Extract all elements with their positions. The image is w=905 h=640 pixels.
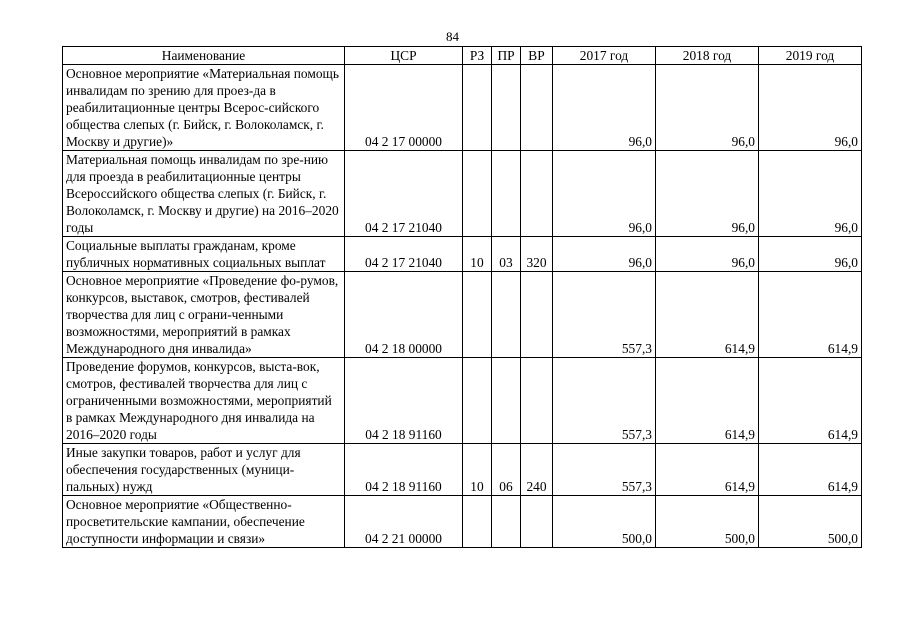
row-vr xyxy=(521,65,553,151)
row-2017: 500,0 xyxy=(553,496,656,548)
row-vr xyxy=(521,496,553,548)
table-row xyxy=(63,65,862,151)
row-2018: 96,0 xyxy=(656,65,759,151)
row-name: Иные закупки товаров, работ и услуг для обеспечения государственных (муници-пальных) нужд xyxy=(63,444,345,496)
row-2019: 96,0 xyxy=(759,151,862,237)
row-vr: 320 xyxy=(521,237,553,272)
row-2019: 614,9 xyxy=(759,444,862,496)
row-2018: 614,9 xyxy=(656,358,759,444)
row-rz: 10 xyxy=(463,444,492,496)
table-row xyxy=(63,358,862,444)
table-row xyxy=(63,272,862,358)
table-row xyxy=(63,151,862,237)
row-2019: 614,9 xyxy=(759,272,862,358)
page-number: 84 xyxy=(446,29,459,44)
row-csr: 04 2 17 00000 xyxy=(345,65,463,151)
row-vr xyxy=(521,272,553,358)
row-rz: 10 xyxy=(463,237,492,272)
table-row xyxy=(63,496,862,548)
row-csr: 04 2 18 91160 xyxy=(345,444,463,496)
row-pr xyxy=(492,272,521,358)
budget-table xyxy=(62,46,862,548)
row-vr xyxy=(521,358,553,444)
row-pr xyxy=(492,65,521,151)
row-2019: 96,0 xyxy=(759,237,862,272)
row-pr xyxy=(492,496,521,548)
row-2017: 96,0 xyxy=(553,65,656,151)
row-csr: 04 2 17 21040 xyxy=(345,237,463,272)
row-2018: 96,0 xyxy=(656,237,759,272)
row-csr: 04 2 21 00000 xyxy=(345,496,463,548)
row-2018: 500,0 xyxy=(656,496,759,548)
table-row xyxy=(63,444,862,496)
row-csr: 04 2 18 00000 xyxy=(345,272,463,358)
row-2017: 96,0 xyxy=(553,237,656,272)
row-name: Основное мероприятие «Проведение фо-румов, конкурсов, выставок, смотров, фестивалей творчества для лиц с ограни-ченными возможностями, мероприятий в рамках Международного дня инвалида» xyxy=(63,272,345,358)
row-2018: 614,9 xyxy=(656,444,759,496)
row-pr: 06 xyxy=(492,444,521,496)
column-header-rz: РЗ xyxy=(463,47,492,65)
column-header-2017: 2017 год xyxy=(553,47,656,65)
row-2017: 557,3 xyxy=(553,444,656,496)
row-name: Социальные выплаты гражданам, кроме публичных нормативных социальных выплат xyxy=(63,237,345,272)
column-header-2019: 2019 год xyxy=(759,47,862,65)
column-header-name: Наименование xyxy=(63,47,345,65)
row-rz xyxy=(463,65,492,151)
row-pr xyxy=(492,151,521,237)
row-vr: 240 xyxy=(521,444,553,496)
row-name: Основное мероприятие «Общественно-просветительские кампании, обеспечение доступности информации и связи» xyxy=(63,496,345,548)
row-name: Материальная помощь инвалидам по зре-нию для проезда в реабилитационные центры Всероссийского общества слепых (г. Бийск, г. Волоколамск, г. Москву и другие) на 2016–2020 годы xyxy=(63,151,345,237)
column-header-csr: ЦСР xyxy=(345,47,463,65)
table-header-row xyxy=(63,47,862,65)
row-csr: 04 2 17 21040 xyxy=(345,151,463,237)
row-2017: 96,0 xyxy=(553,151,656,237)
row-2019: 500,0 xyxy=(759,496,862,548)
row-vr xyxy=(521,151,553,237)
column-header-vr: ВР xyxy=(521,47,553,65)
row-rz xyxy=(463,272,492,358)
row-name: Основное мероприятие «Материальная помощь инвалидам по зрению для проез-да в реабилитационные центры Всерос-сийского общества слепых (г. Бийск, г. Волоколамск, г. Москву и другие)» xyxy=(63,65,345,151)
column-header-pr: ПР xyxy=(492,47,521,65)
column-header-2018: 2018 год xyxy=(656,47,759,65)
row-2018: 96,0 xyxy=(656,151,759,237)
row-rz xyxy=(463,496,492,548)
row-pr: 03 xyxy=(492,237,521,272)
row-2019: 96,0 xyxy=(759,65,862,151)
row-csr: 04 2 18 91160 xyxy=(345,358,463,444)
table-row xyxy=(63,237,862,272)
row-2019: 614,9 xyxy=(759,358,862,444)
row-2017: 557,3 xyxy=(553,358,656,444)
row-rz xyxy=(463,151,492,237)
row-2018: 614,9 xyxy=(656,272,759,358)
row-2017: 557,3 xyxy=(553,272,656,358)
row-name: Проведение форумов, конкурсов, выста-вок, смотров, фестивалей творчества для лиц с ограниченными возможностями, мероприятий в рамках Международного дня инвалида на 2016–2020 годы xyxy=(63,358,345,444)
row-pr xyxy=(492,358,521,444)
row-rz xyxy=(463,358,492,444)
